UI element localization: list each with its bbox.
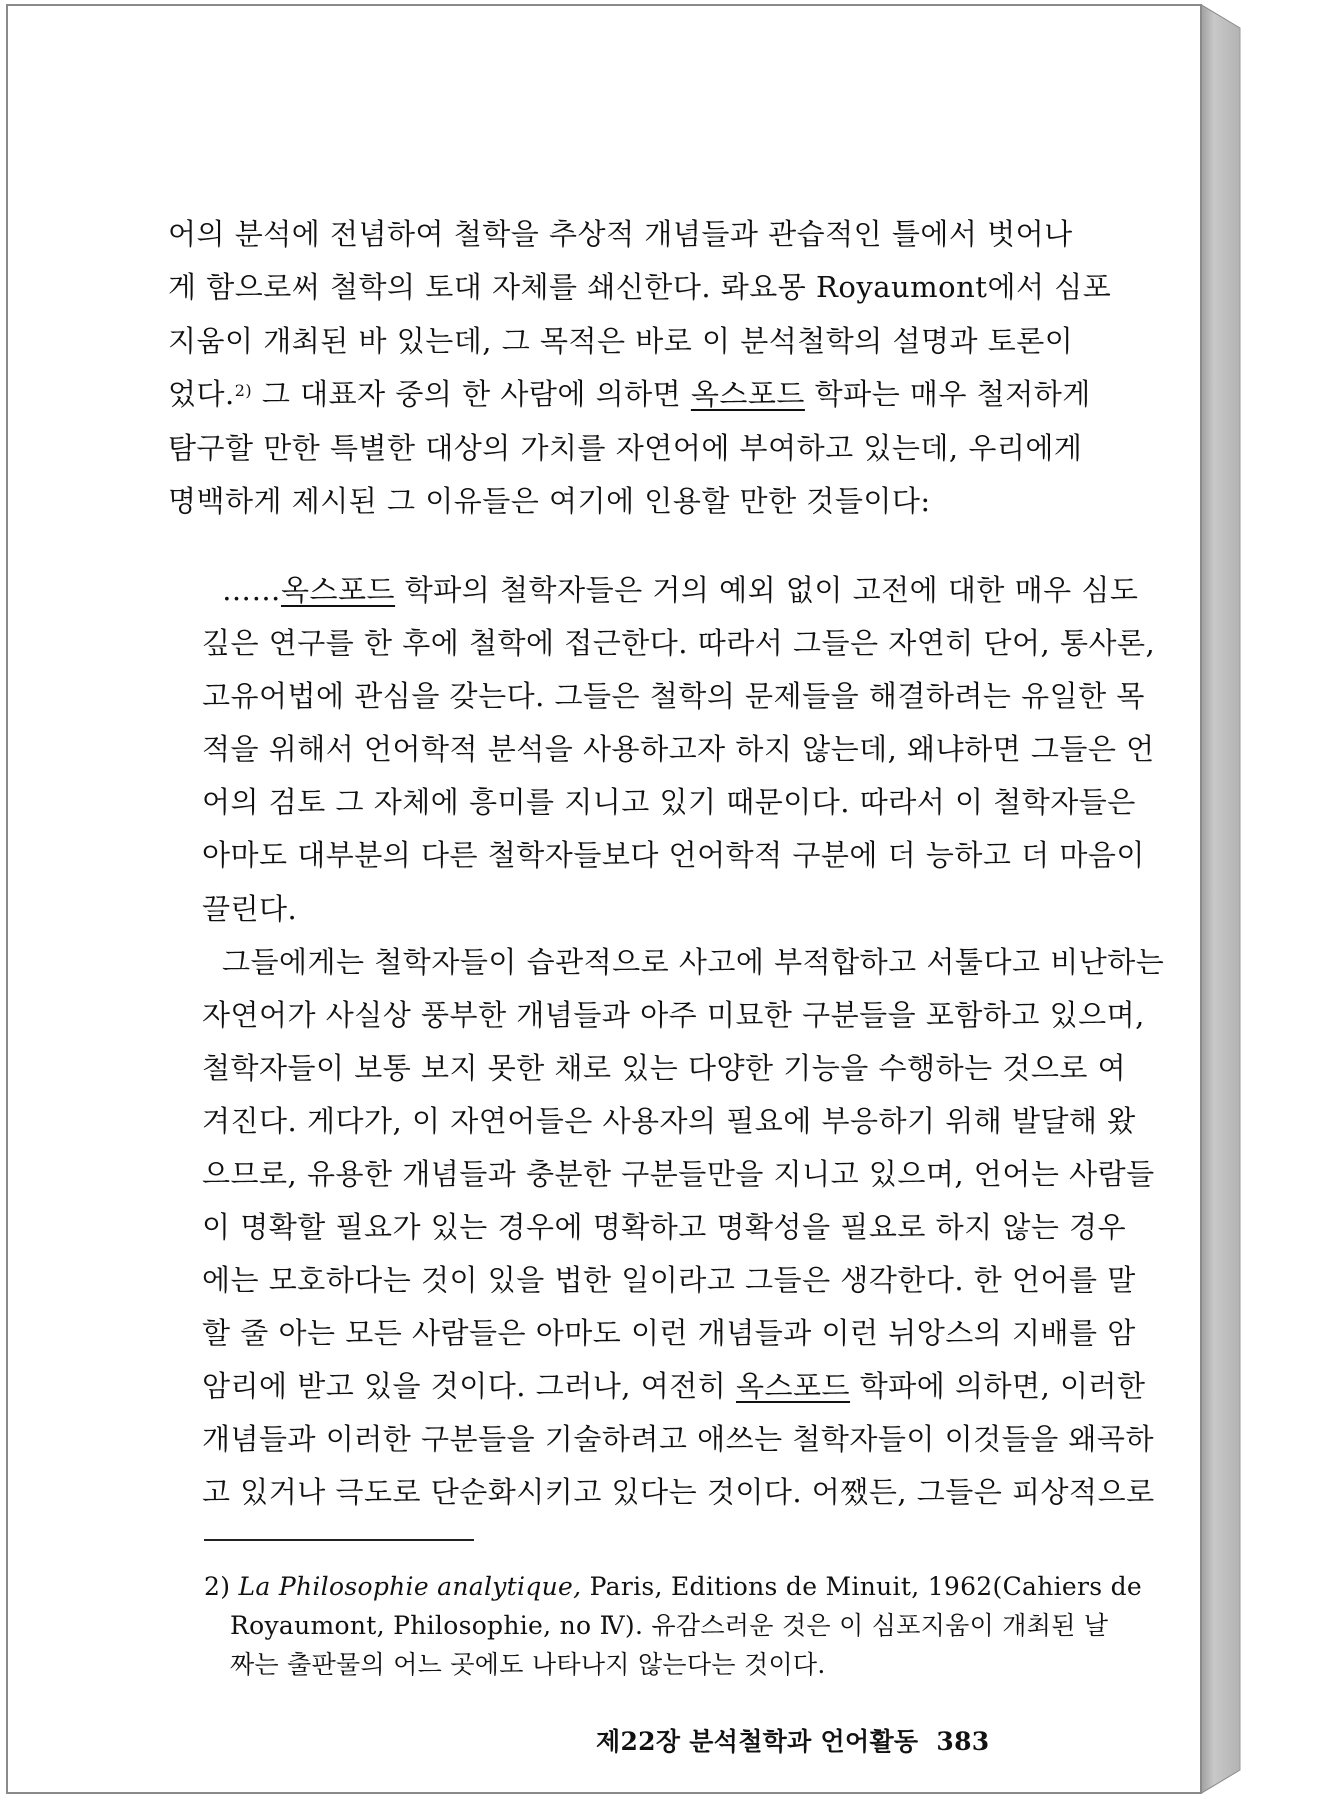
body-line-4-start: 었다. [168, 377, 235, 411]
body-line-4-oxford: 옥스포드 [690, 377, 805, 411]
body-line-3: 지움이 개최된 바 있는데, 그 목적은 바로 이 분석철학의 설명과 토론이 [168, 324, 1074, 358]
footnote-ref: 2) [234, 381, 253, 400]
body-line-4-mid: 그 대표자 중의 한 사람에 의하면 [252, 377, 691, 411]
book-edge [1200, 4, 1310, 1794]
footnote-line-2: Royaumont, Philosophie, no Ⅳ). 유감스러운 것은 이 심포지움이 개최된 날 [230, 1611, 1109, 1640]
quote-line-11: 겨진다. 게다가, 이 자연어들은 사용자의 필요에 부응하기 위해 발달해 왔 [202, 1104, 1136, 1138]
body-line-5: 탐구할 만한 특별한 대상의 가치를 자연어에 부여하고 있는데, 우리에게 [168, 431, 1083, 465]
quote-line-15: 할 줄 아는 모든 사람들은 아마도 이런 개념들과 이런 뉘앙스의 지배를 암 [202, 1316, 1136, 1350]
quote-line-1-rest: 학파의 철학자들은 거의 예외 없이 고전에 대한 매우 심도 [395, 573, 1139, 607]
quote-line-6: 아마도 대부분의 다른 철학자들보다 언어학적 구분에 더 능하고 더 마음이 [202, 838, 1145, 872]
footnote-number: 2) [204, 1572, 231, 1601]
quote-line-13: 이 명확할 필요가 있는 경우에 명확하고 명확성을 필요로 하지 않는 경우 [202, 1210, 1127, 1244]
quote-line-16 [202, 1363, 1146, 1410]
body-line-1: 어의 분석에 전념하여 철학을 추상적 개념들과 관습적인 틀에서 벗어나 [168, 217, 1073, 251]
body-line-4-end: 학파는 매우 철저하게 [804, 377, 1091, 411]
quote-line-17: 개념들과 이러한 구분들을 기술하려고 애쓰는 철학자들이 이것들을 왜곡하 [202, 1422, 1154, 1456]
quote-line-16-rest: 학파에 의하면, 이러한 [850, 1369, 1146, 1403]
quote-line-16-start: 암리에 받고 있을 것이다. 그러나, 여전히 [202, 1369, 736, 1403]
footnote-line-1-rest: Paris, Editions de Minuit, 1962(Cahiers de [581, 1572, 1143, 1601]
footnote-title: La Philosophie analytique, [238, 1572, 582, 1601]
quote-line-10: 철학자들이 보통 보지 못한 채로 있는 다양한 기능을 수행하는 것으로 여 [202, 1051, 1127, 1085]
quote-line-1 [222, 567, 1138, 614]
quote-line-12: 으므로, 유용한 개념들과 충분한 구분들만을 지니고 있으며, 언어는 사람들 [202, 1157, 1155, 1191]
running-footer [596, 1722, 989, 1761]
book-page [6, 4, 1202, 1794]
quote-line-7: 끌린다. [202, 892, 298, 926]
quote-line-9: 자연어가 사실상 풍부한 개념들과 아주 미묘한 구분들을 포함하고 있으며, [202, 998, 1145, 1032]
quote-line-1-ellipsis: …… [222, 573, 281, 607]
footnote-rule [204, 1539, 474, 1541]
body-line-6: 명백하게 제시된 그 이유들은 여기에 인용할 만한 것들이다: [168, 484, 931, 518]
quote-line-5: 어의 검토 그 자체에 흥미를 지니고 있기 때문이다. 따라서 이 철학자들은 [202, 785, 1136, 819]
quote-line-2: 깊은 연구를 한 후에 철학에 접근한다. 따라서 그들은 자연히 단어, 통사론, [202, 626, 1156, 660]
quote-line-14: 에는 모호하다는 것이 있을 법한 일이라고 그들은 생각한다. 한 언어를 말 [202, 1263, 1136, 1297]
footnote-line-1 [204, 1567, 1142, 1606]
quote-line-8: 그들에게는 철학자들이 습관적으로 사고에 부적합하고 서툴다고 비난하는 [222, 945, 1165, 979]
page-number: 383 [936, 1727, 990, 1756]
quote-line-4: 적을 위해서 언어학적 분석을 사용하고자 하지 않는데, 왜냐하면 그들은 언 [202, 732, 1155, 766]
quote-line-3: 고유어법에 관심을 갖는다. 그들은 철학의 문제들을 해결하려는 유일한 목 [202, 679, 1145, 713]
quote-line-18: 고 있거나 극도로 단순화시키고 있다는 것이다. 어쨌든, 그들은 피상적으로 [202, 1475, 1155, 1509]
body-line-4 [168, 371, 1091, 418]
body-line-2: 게 함으로써 철학의 토대 자체를 쇄신한다. 롸요몽 Royaumont에서 심포 [168, 270, 1112, 304]
quote-line-1-oxford: 옥스포드 [281, 573, 396, 607]
footer-chapter: 제22장 분석철학과 언어활동 [596, 1727, 919, 1756]
quote-line-16-oxford: 옥스포드 [735, 1369, 851, 1403]
footnote-line-3: 짜는 출판물의 어느 곳에도 나타나지 않는다는 것이다. [230, 1650, 826, 1679]
